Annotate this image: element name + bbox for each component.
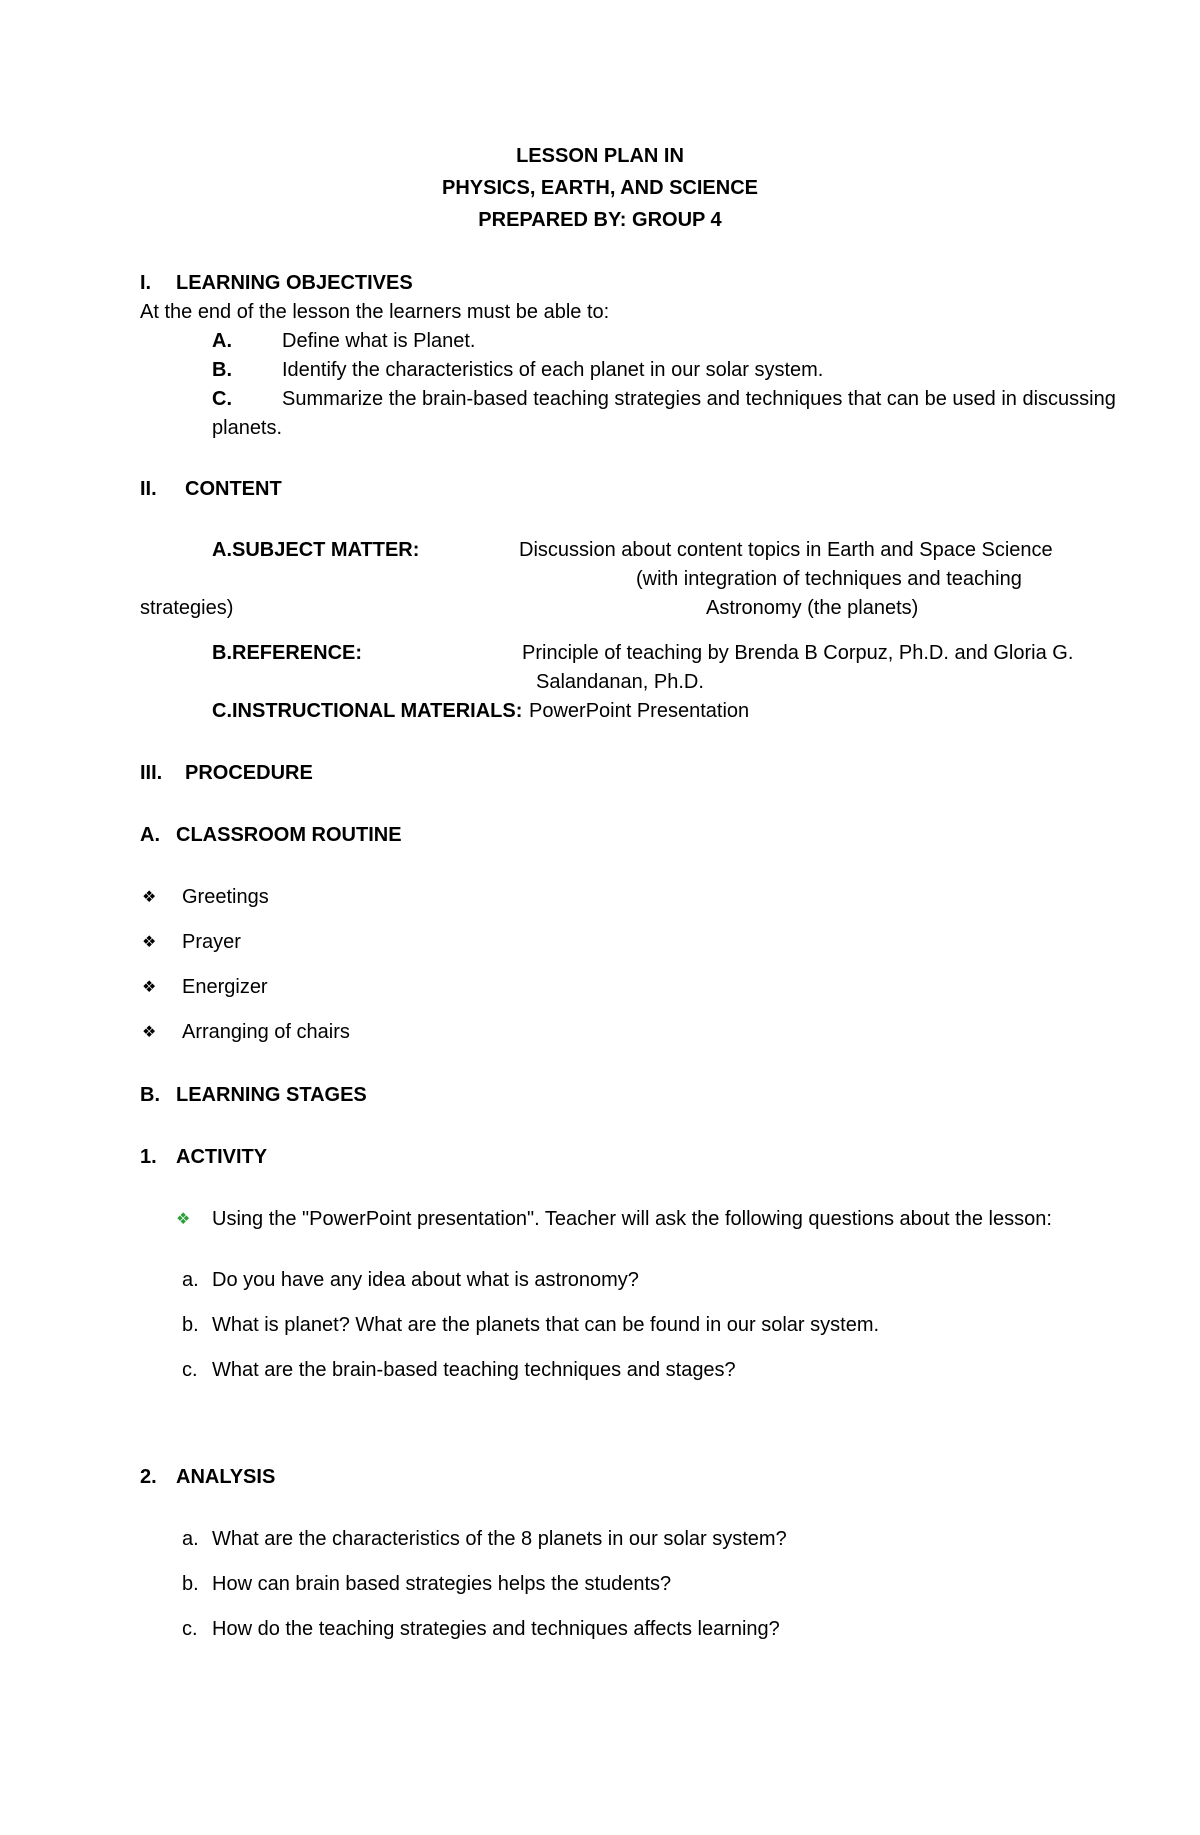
- subject-matter-value: strategies): [140, 597, 234, 619]
- stage-number: 1.: [140, 1146, 157, 1168]
- subject-matter-value: (with integration of techniques and teaching: [636, 568, 1022, 590]
- activity-question: Do you have any idea about what is astronomy?: [212, 1269, 639, 1291]
- stage-number: 2.: [140, 1466, 157, 1488]
- routine-item: Arranging of chairs: [182, 1021, 350, 1043]
- subsection-heading-classroom-routine: CLASSROOM ROUTINE: [176, 824, 402, 846]
- objective-text: Identify the characteristics of each planet in our solar system.: [282, 359, 824, 381]
- analysis-question: How do the teaching strategies and techniques affects learning?: [212, 1618, 780, 1640]
- reference-value: Salandanan, Ph.D.: [536, 671, 704, 693]
- question-letter: a.: [182, 1528, 199, 1550]
- section-numeral: I.: [140, 272, 152, 294]
- subsection-heading-learning-stages: LEARNING STAGES: [176, 1084, 367, 1106]
- subject-matter-label: A.SUBJECT MATTER:: [212, 539, 420, 561]
- question-letter: b.: [182, 1314, 199, 1336]
- objective-text-continued: planets.: [212, 417, 283, 439]
- subsection-letter: B.: [140, 1084, 160, 1106]
- section-heading-objectives: LEARNING OBJECTIVES: [176, 272, 413, 294]
- question-letter: c.: [182, 1359, 198, 1381]
- objective-text: Define what is Planet.: [282, 330, 476, 352]
- reference-value: Principle of teaching by Brenda B Corpuz, Ph.D. and Gloria G.: [522, 642, 1074, 664]
- diamond-bullet-icon: ❖: [142, 889, 157, 906]
- objectives-intro: At the end of the lesson the learners must be able to:: [140, 301, 610, 323]
- stage-heading-activity: ACTIVITY: [176, 1146, 268, 1168]
- objective-letter: A.: [212, 330, 232, 352]
- question-letter: b.: [182, 1573, 199, 1595]
- activity-question: What are the brain-based teaching techniques and stages?: [212, 1359, 736, 1381]
- reference-label: B.REFERENCE:: [212, 642, 363, 664]
- instructional-materials-value: PowerPoint Presentation: [529, 700, 750, 722]
- section-heading-procedure: PROCEDURE: [185, 762, 313, 784]
- diamond-bullet-icon: ❖: [142, 934, 157, 951]
- analysis-question: What are the characteristics of the 8 planets in our solar system?: [212, 1528, 787, 1550]
- subsection-letter: A.: [140, 824, 160, 846]
- green-diamond-bullet-icon: ❖: [176, 1211, 191, 1228]
- doc-title-line-2: PHYSICS, EARTH, AND SCIENCE: [442, 177, 758, 199]
- routine-item: Greetings: [182, 886, 269, 908]
- doc-title-line-3: PREPARED BY: GROUP 4: [478, 209, 722, 231]
- section-numeral: II.: [140, 478, 157, 500]
- subject-matter-value: Discussion about content topics in Earth and Space Science: [519, 539, 1053, 561]
- routine-item: Energizer: [182, 976, 268, 998]
- analysis-question: How can brain based strategies helps the students?: [212, 1573, 672, 1595]
- objective-text: Summarize the brain-based teaching strategies and techniques that can be used in discussing: [282, 388, 1116, 410]
- objective-letter: B.: [212, 359, 232, 381]
- activity-question: What is planet? What are the planets that can be found in our solar system.: [212, 1314, 880, 1336]
- objective-letter: C.: [212, 388, 232, 410]
- section-numeral: III.: [140, 762, 163, 784]
- section-heading-content: CONTENT: [185, 478, 282, 500]
- question-letter: a.: [182, 1269, 199, 1291]
- doc-title-line-1: LESSON PLAN IN: [516, 145, 684, 167]
- routine-item: Prayer: [182, 931, 241, 953]
- diamond-bullet-icon: ❖: [142, 979, 157, 996]
- activity-note: Using the "PowerPoint presentation". Teacher will ask the following questions about the lesson:: [212, 1208, 1052, 1230]
- instructional-materials-label: C.INSTRUCTIONAL MATERIALS:: [212, 700, 523, 722]
- subject-matter-value: Astronomy (the planets): [706, 597, 919, 619]
- question-letter: c.: [182, 1618, 198, 1640]
- diamond-bullet-icon: ❖: [142, 1024, 157, 1041]
- stage-heading-analysis: ANALYSIS: [176, 1466, 276, 1488]
